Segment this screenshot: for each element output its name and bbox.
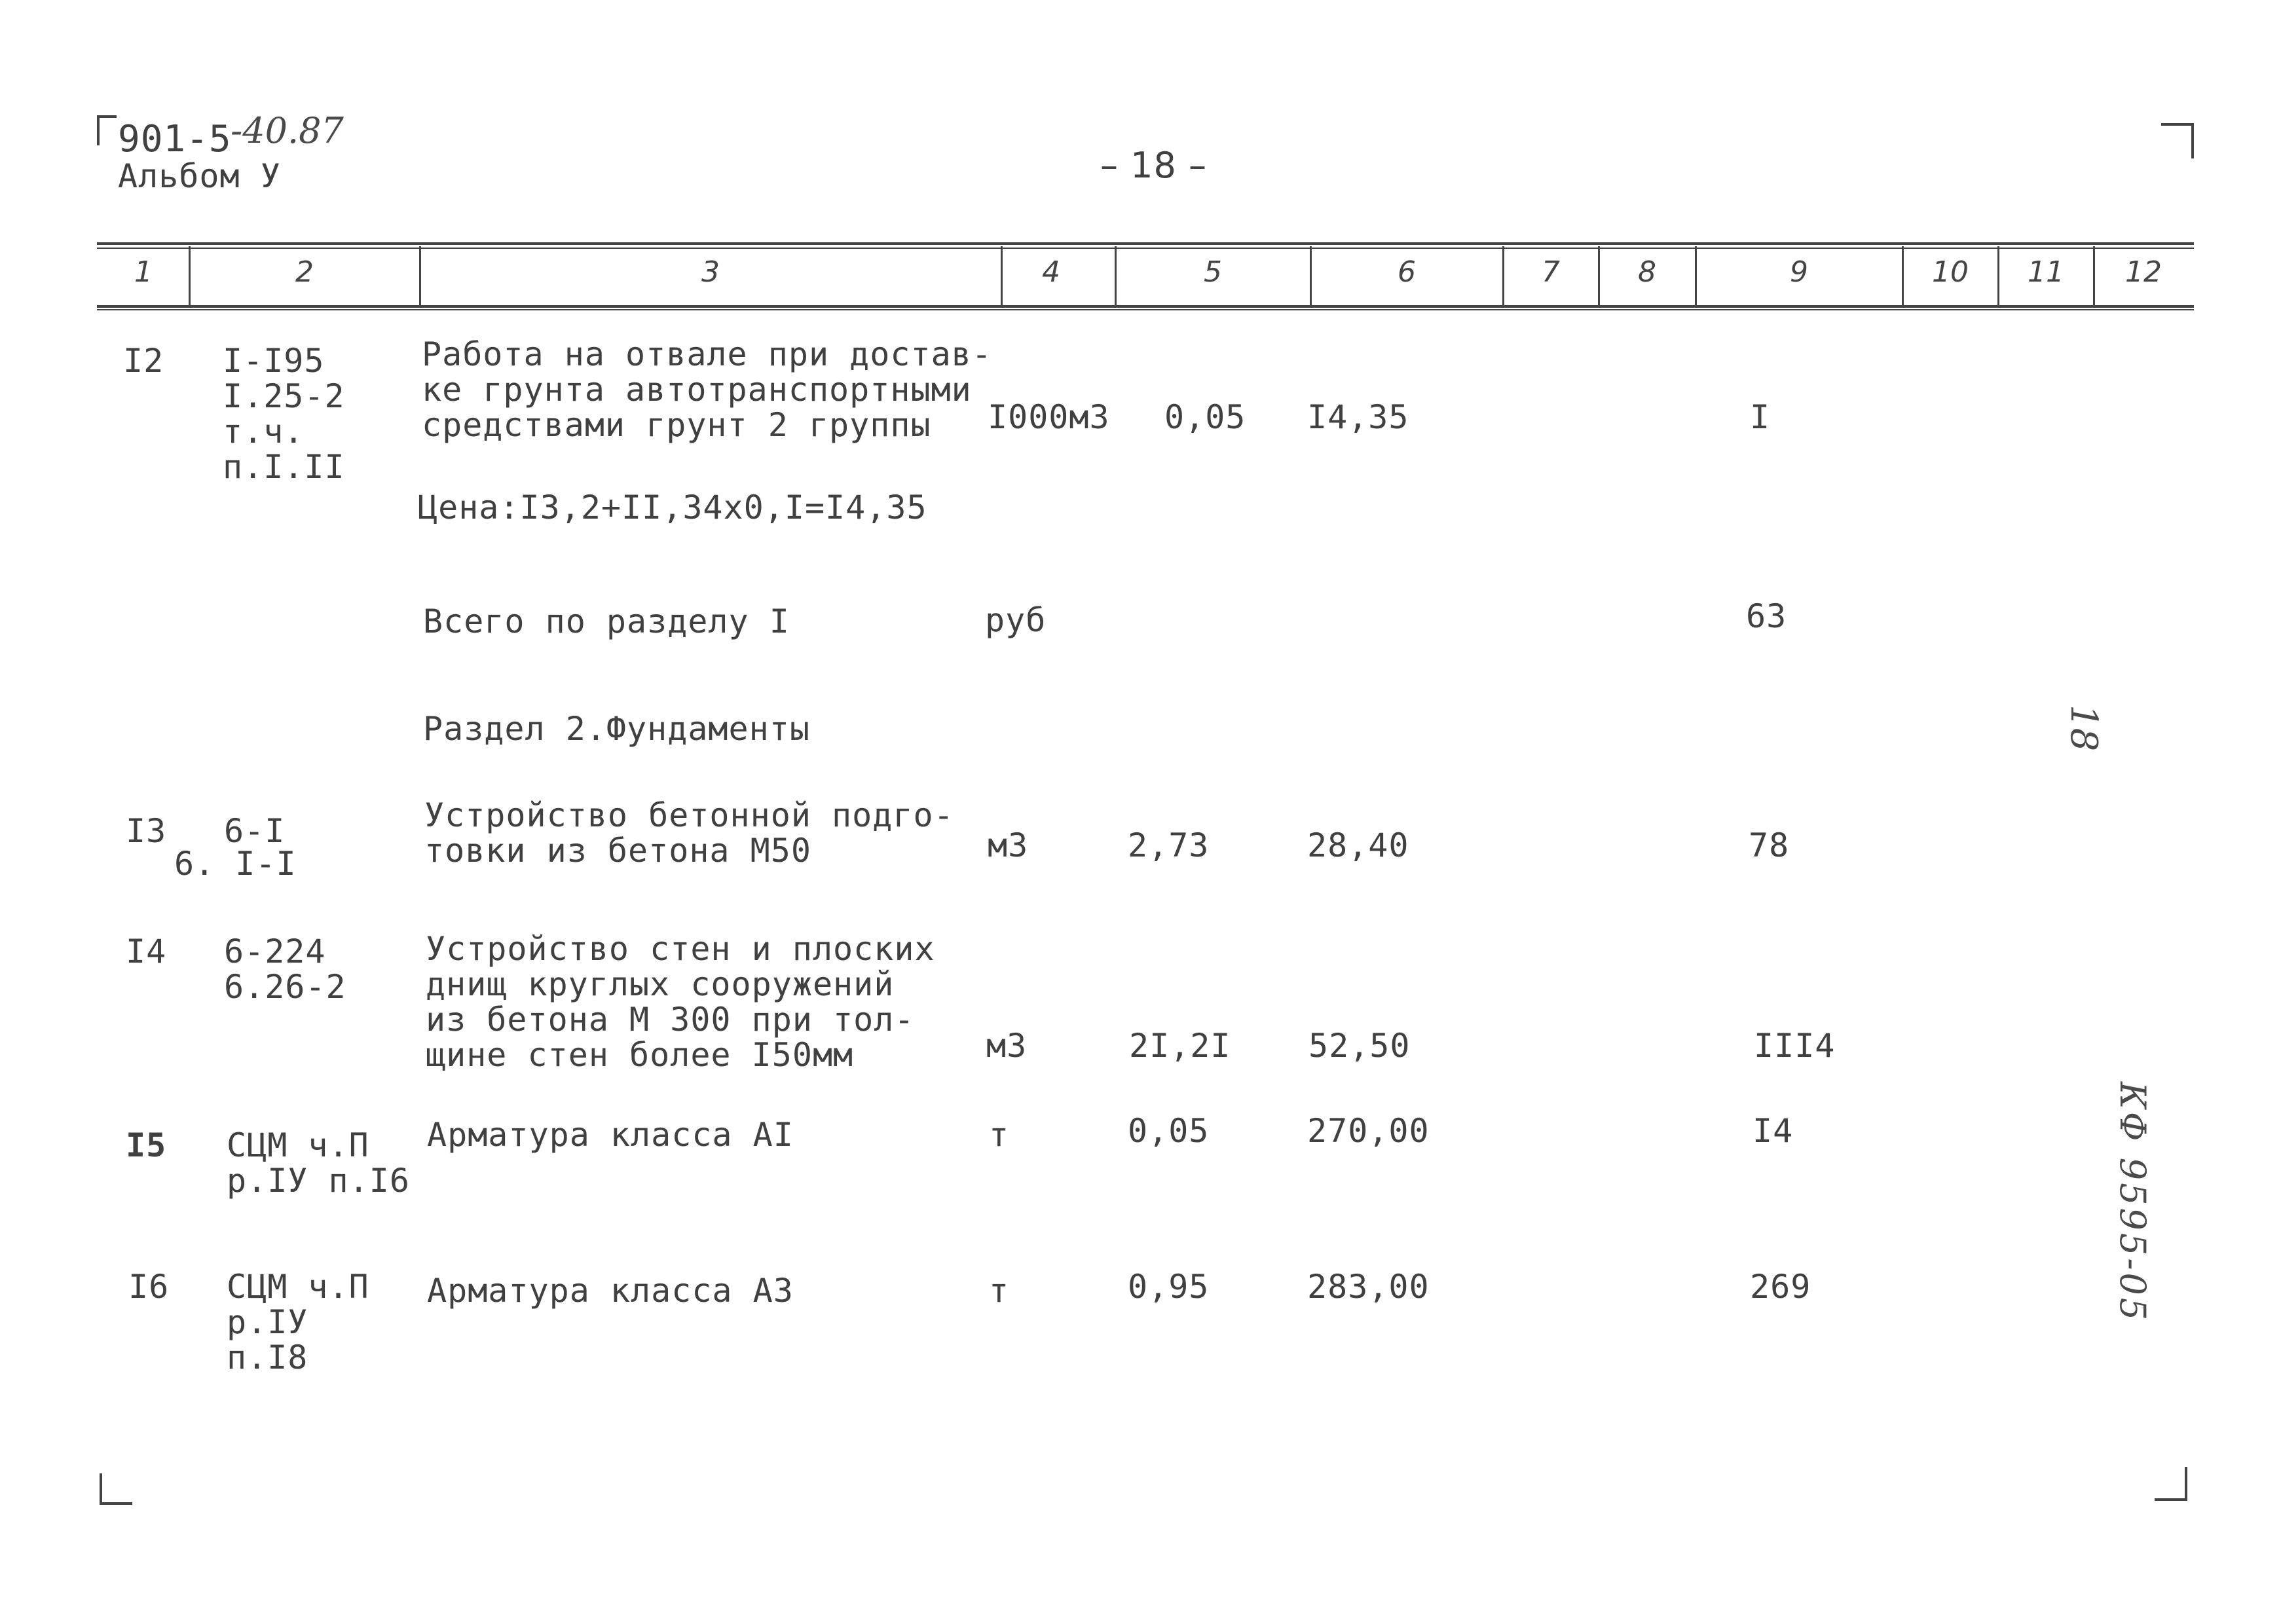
column-number: 5 bbox=[1204, 255, 1222, 289]
row-price: I4,35 bbox=[1307, 398, 1409, 436]
section-total-value: 63 bbox=[1746, 597, 1787, 635]
handwritten-page-number: 18 bbox=[2062, 705, 2105, 752]
row-number: I3 bbox=[126, 812, 167, 850]
row-unit: т bbox=[989, 1116, 1010, 1154]
row-number: I5 bbox=[126, 1126, 167, 1164]
row-total: III4 bbox=[1754, 1027, 1836, 1065]
corner-mark-top-left-h bbox=[97, 115, 117, 118]
row-price: 28,40 bbox=[1307, 826, 1409, 864]
row-unit: I000м3 bbox=[988, 398, 1110, 436]
table-header-bottom-border-2 bbox=[97, 309, 2194, 310]
row-code: 6-I bbox=[224, 812, 286, 850]
column-number: 6 bbox=[1398, 255, 1416, 289]
corner-mark-bottom-right bbox=[2185, 1467, 2187, 1501]
column-number: 9 bbox=[1790, 255, 1808, 289]
corner-mark-top-left bbox=[97, 115, 100, 145]
row-code: I-I95 I.25-2 т.ч. п.I.II bbox=[223, 342, 345, 486]
table-header-bottom-border bbox=[97, 305, 2194, 308]
row-description: Устройство стен и плоских днищ круглых сооружений из бетона М 300 при тол- щине стен более I50мм bbox=[426, 930, 935, 1074]
column-number: 10 bbox=[1932, 255, 1969, 289]
section-total-unit: руб bbox=[985, 601, 1047, 639]
row-description: Арматура класса АI bbox=[427, 1116, 794, 1154]
row-code: СЦМ ч.П р.IУ п.I8 bbox=[227, 1268, 369, 1376]
row-total: 78 bbox=[1749, 826, 1790, 864]
row-number: I4 bbox=[126, 932, 167, 970]
row-description: Арматура класса А3 bbox=[427, 1272, 794, 1310]
row-price-note: Цена:I3,2+II,34х0,I=I4,35 bbox=[418, 489, 927, 526]
row-quantity: 0,95 bbox=[1128, 1268, 1210, 1306]
corner-mark-top-right bbox=[2161, 123, 2194, 126]
column-number: 2 bbox=[295, 255, 314, 289]
stamp-code: КФ 9595-05 bbox=[2112, 1082, 2153, 1323]
row-quantity: 2,73 bbox=[1128, 826, 1210, 864]
column-number: 8 bbox=[1638, 255, 1656, 289]
album-label: Альбом У bbox=[118, 157, 281, 195]
row-unit: т bbox=[989, 1272, 1010, 1310]
corner-mark-bottom-right-h bbox=[2155, 1498, 2187, 1501]
column-number: 4 bbox=[1042, 255, 1060, 289]
row-total: I bbox=[1750, 398, 1771, 436]
section-heading: Раздел 2.Фундаменты bbox=[423, 710, 810, 748]
section-total-label: Всего по разделу I bbox=[423, 602, 790, 640]
corner-mark-bottom-left-h bbox=[100, 1502, 132, 1505]
corner-mark-top-right-v bbox=[2191, 123, 2194, 158]
row-price: 283,00 bbox=[1307, 1268, 1430, 1306]
column-number: 12 bbox=[2125, 255, 2162, 289]
document-series: 901-5 bbox=[118, 118, 232, 160]
row-total: I4 bbox=[1752, 1112, 1794, 1150]
page-number: – 18 – bbox=[1100, 145, 1208, 186]
document-series-handwritten: -40.87 bbox=[231, 110, 344, 151]
row-price: 270,00 bbox=[1307, 1112, 1430, 1150]
row-code: 6. I-I bbox=[174, 845, 297, 883]
column-number: 1 bbox=[134, 255, 153, 289]
table-top-border-2 bbox=[97, 248, 2194, 249]
row-description: Работа на отвале при достав- ке грунта автотранспортными средствами грунт 2 группы bbox=[422, 335, 992, 444]
row-quantity: 0,05 bbox=[1164, 398, 1246, 436]
row-code: СЦМ ч.П р.IУ п.I6 bbox=[227, 1126, 410, 1200]
row-number: I6 bbox=[128, 1268, 170, 1306]
column-number: 11 bbox=[2028, 255, 2064, 289]
corner-mark-bottom-left bbox=[100, 1473, 102, 1504]
row-description: Устройство бетонной подго- товки из бетона М50 bbox=[424, 796, 954, 870]
row-quantity: 0,05 bbox=[1128, 1112, 1210, 1150]
row-total: 269 bbox=[1750, 1268, 1811, 1306]
row-unit: м3 bbox=[986, 1027, 1028, 1065]
column-number: 7 bbox=[1542, 255, 1560, 289]
row-unit: м3 bbox=[988, 826, 1029, 864]
column-number: 3 bbox=[701, 255, 720, 289]
row-number: I2 bbox=[123, 342, 164, 380]
row-code: 6-224 6.26-2 bbox=[224, 932, 346, 1006]
row-quantity: 2I,2I bbox=[1129, 1027, 1231, 1065]
table-top-border bbox=[97, 242, 2194, 245]
row-price: 52,50 bbox=[1308, 1027, 1411, 1065]
